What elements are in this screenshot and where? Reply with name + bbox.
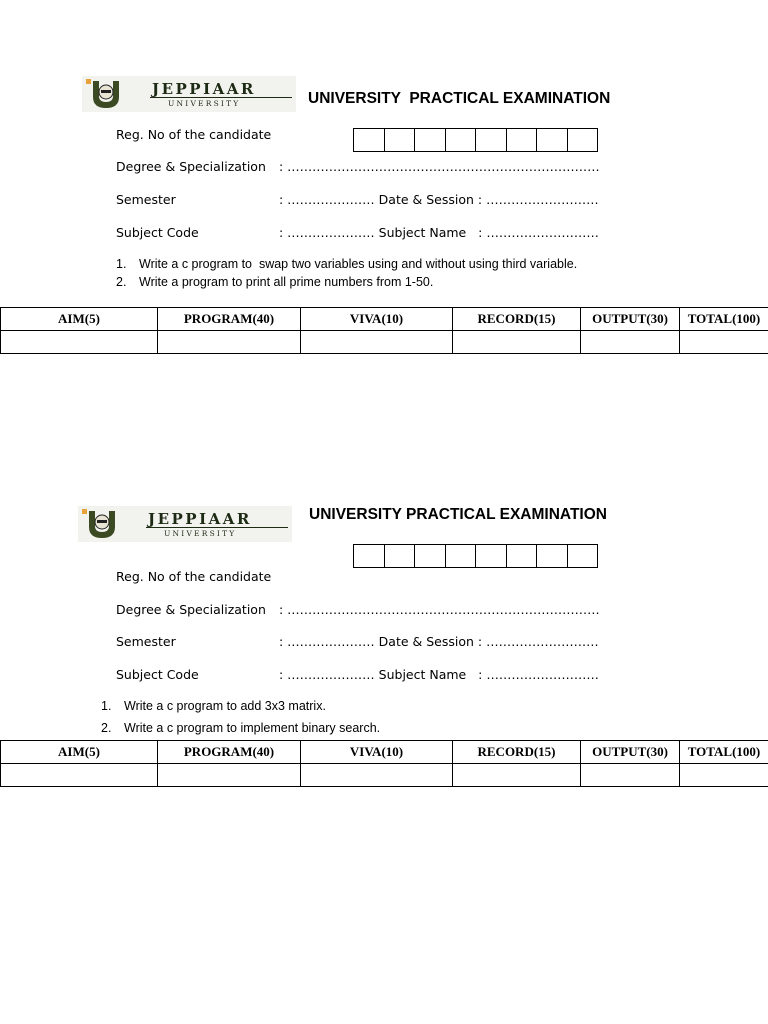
marks-entry-cell[interactable]: [581, 331, 680, 354]
marks-header-cell: TOTAL(100): [680, 741, 768, 764]
marks-header-row: [1, 308, 768, 331]
page-title: UNIVERSITY PRACTICAL EXAMINATION: [308, 90, 611, 107]
question-item: [101, 697, 380, 715]
logo-sub-text: UNIVERSITY: [168, 99, 241, 108]
reg-digit-box[interactable]: [446, 129, 477, 151]
question-item: [116, 255, 577, 273]
university-logo: [78, 506, 292, 542]
question-item: [116, 273, 577, 291]
marks-table: [0, 740, 768, 787]
question-item: [101, 719, 380, 737]
marks-entry-cell[interactable]: [1, 331, 158, 354]
reg-digit-box[interactable]: [507, 129, 538, 151]
marks-header-cell: RECORD(15): [453, 741, 581, 764]
marks-table: [0, 307, 768, 354]
reg-digit-box[interactable]: [354, 129, 385, 151]
semester-date-field[interactable]: : ………………… Date & Session : ………………………: [279, 192, 599, 207]
reg-digit-box[interactable]: [446, 545, 477, 567]
question-number: 1.: [101, 699, 112, 713]
question-number: 2.: [116, 275, 127, 289]
marks-entry-cell[interactable]: [680, 764, 768, 787]
marks-header-cell: RECORD(15): [453, 308, 581, 331]
marks-header-cell: AIM(5): [1, 308, 158, 331]
degree-field[interactable]: : …………………………………………………………………: [279, 159, 600, 174]
reg-digit-box[interactable]: [476, 545, 507, 567]
crest-icon: [86, 79, 126, 109]
degree-field[interactable]: : …………………………………………………………………: [279, 602, 600, 617]
question-number: 1.: [116, 257, 127, 271]
question-number: 2.: [101, 721, 112, 735]
marks-header-cell: OUTPUT(30): [581, 741, 680, 764]
semester-date-field[interactable]: : ………………… Date & Session : ………………………: [279, 634, 599, 649]
reg-digit-box[interactable]: [385, 129, 416, 151]
subject-field[interactable]: : ………………… Subject Name : ………………………: [279, 225, 599, 240]
reg-digit-box[interactable]: [568, 129, 599, 151]
subject-code-label: Subject Code: [116, 667, 199, 682]
reg-digit-box[interactable]: [354, 545, 385, 567]
marks-header-cell: TOTAL(100): [680, 308, 768, 331]
marks-entry-cell[interactable]: [301, 764, 453, 787]
question-list: [116, 255, 577, 291]
semester-label: Semester: [116, 192, 176, 207]
reg-digit-box[interactable]: [507, 545, 538, 567]
marks-entry-row: [1, 764, 768, 787]
crest-icon: [82, 509, 122, 539]
semester-label: Semester: [116, 634, 176, 649]
subject-code-label: Subject Code: [116, 225, 199, 240]
page-title: UNIVERSITY PRACTICAL EXAMINATION: [309, 506, 607, 523]
question-text: Write a c program to add 3x3 matrix.: [124, 699, 326, 713]
marks-entry-row: [1, 331, 768, 354]
degree-label: Degree & Specialization: [116, 159, 266, 174]
reg-label: Reg. No of the candidate: [116, 569, 272, 584]
degree-label: Degree & Specialization: [116, 602, 266, 617]
reg-digit-box[interactable]: [537, 545, 568, 567]
marks-header-cell: PROGRAM(40): [158, 741, 301, 764]
reg-digit-box[interactable]: [537, 129, 568, 151]
marks-entry-cell[interactable]: [581, 764, 680, 787]
reg-digit-box[interactable]: [568, 545, 599, 567]
marks-header-row: [1, 741, 768, 764]
question-text: Write a c program to implement binary search.: [124, 721, 381, 735]
subject-field[interactable]: : ………………… Subject Name : ………………………: [279, 667, 599, 682]
marks-entry-cell[interactable]: [301, 331, 453, 354]
marks-entry-cell[interactable]: [453, 764, 581, 787]
marks-entry-cell[interactable]: [158, 764, 301, 787]
marks-entry-cell[interactable]: [158, 331, 301, 354]
question-list: [101, 697, 380, 737]
logo-sub-text: UNIVERSITY: [164, 529, 237, 538]
marks-entry-cell[interactable]: [1, 764, 158, 787]
reg-digit-box[interactable]: [415, 129, 446, 151]
logo-brand-text: JEPPIAAR: [148, 510, 252, 528]
reg-digit-box[interactable]: [415, 545, 446, 567]
question-text: Write a c program to swap two variables using and without using third variable.: [139, 257, 578, 271]
marks-header-cell: OUTPUT(30): [581, 308, 680, 331]
reg-number-boxes[interactable]: [353, 128, 598, 152]
marks-entry-cell[interactable]: [680, 331, 768, 354]
marks-entry-cell[interactable]: [453, 331, 581, 354]
reg-digit-box[interactable]: [476, 129, 507, 151]
university-logo: [82, 76, 296, 112]
marks-header-cell: AIM(5): [1, 741, 158, 764]
marks-header-cell: VIVA(10): [301, 308, 453, 331]
marks-header-cell: VIVA(10): [301, 741, 453, 764]
reg-digit-box[interactable]: [385, 545, 416, 567]
question-text: Write a program to print all prime numbers from 1-50.: [139, 275, 434, 289]
reg-label: Reg. No of the candidate: [116, 127, 272, 142]
marks-header-cell: PROGRAM(40): [158, 308, 301, 331]
reg-number-boxes[interactable]: [353, 544, 598, 568]
logo-brand-text: JEPPIAAR: [152, 80, 256, 98]
